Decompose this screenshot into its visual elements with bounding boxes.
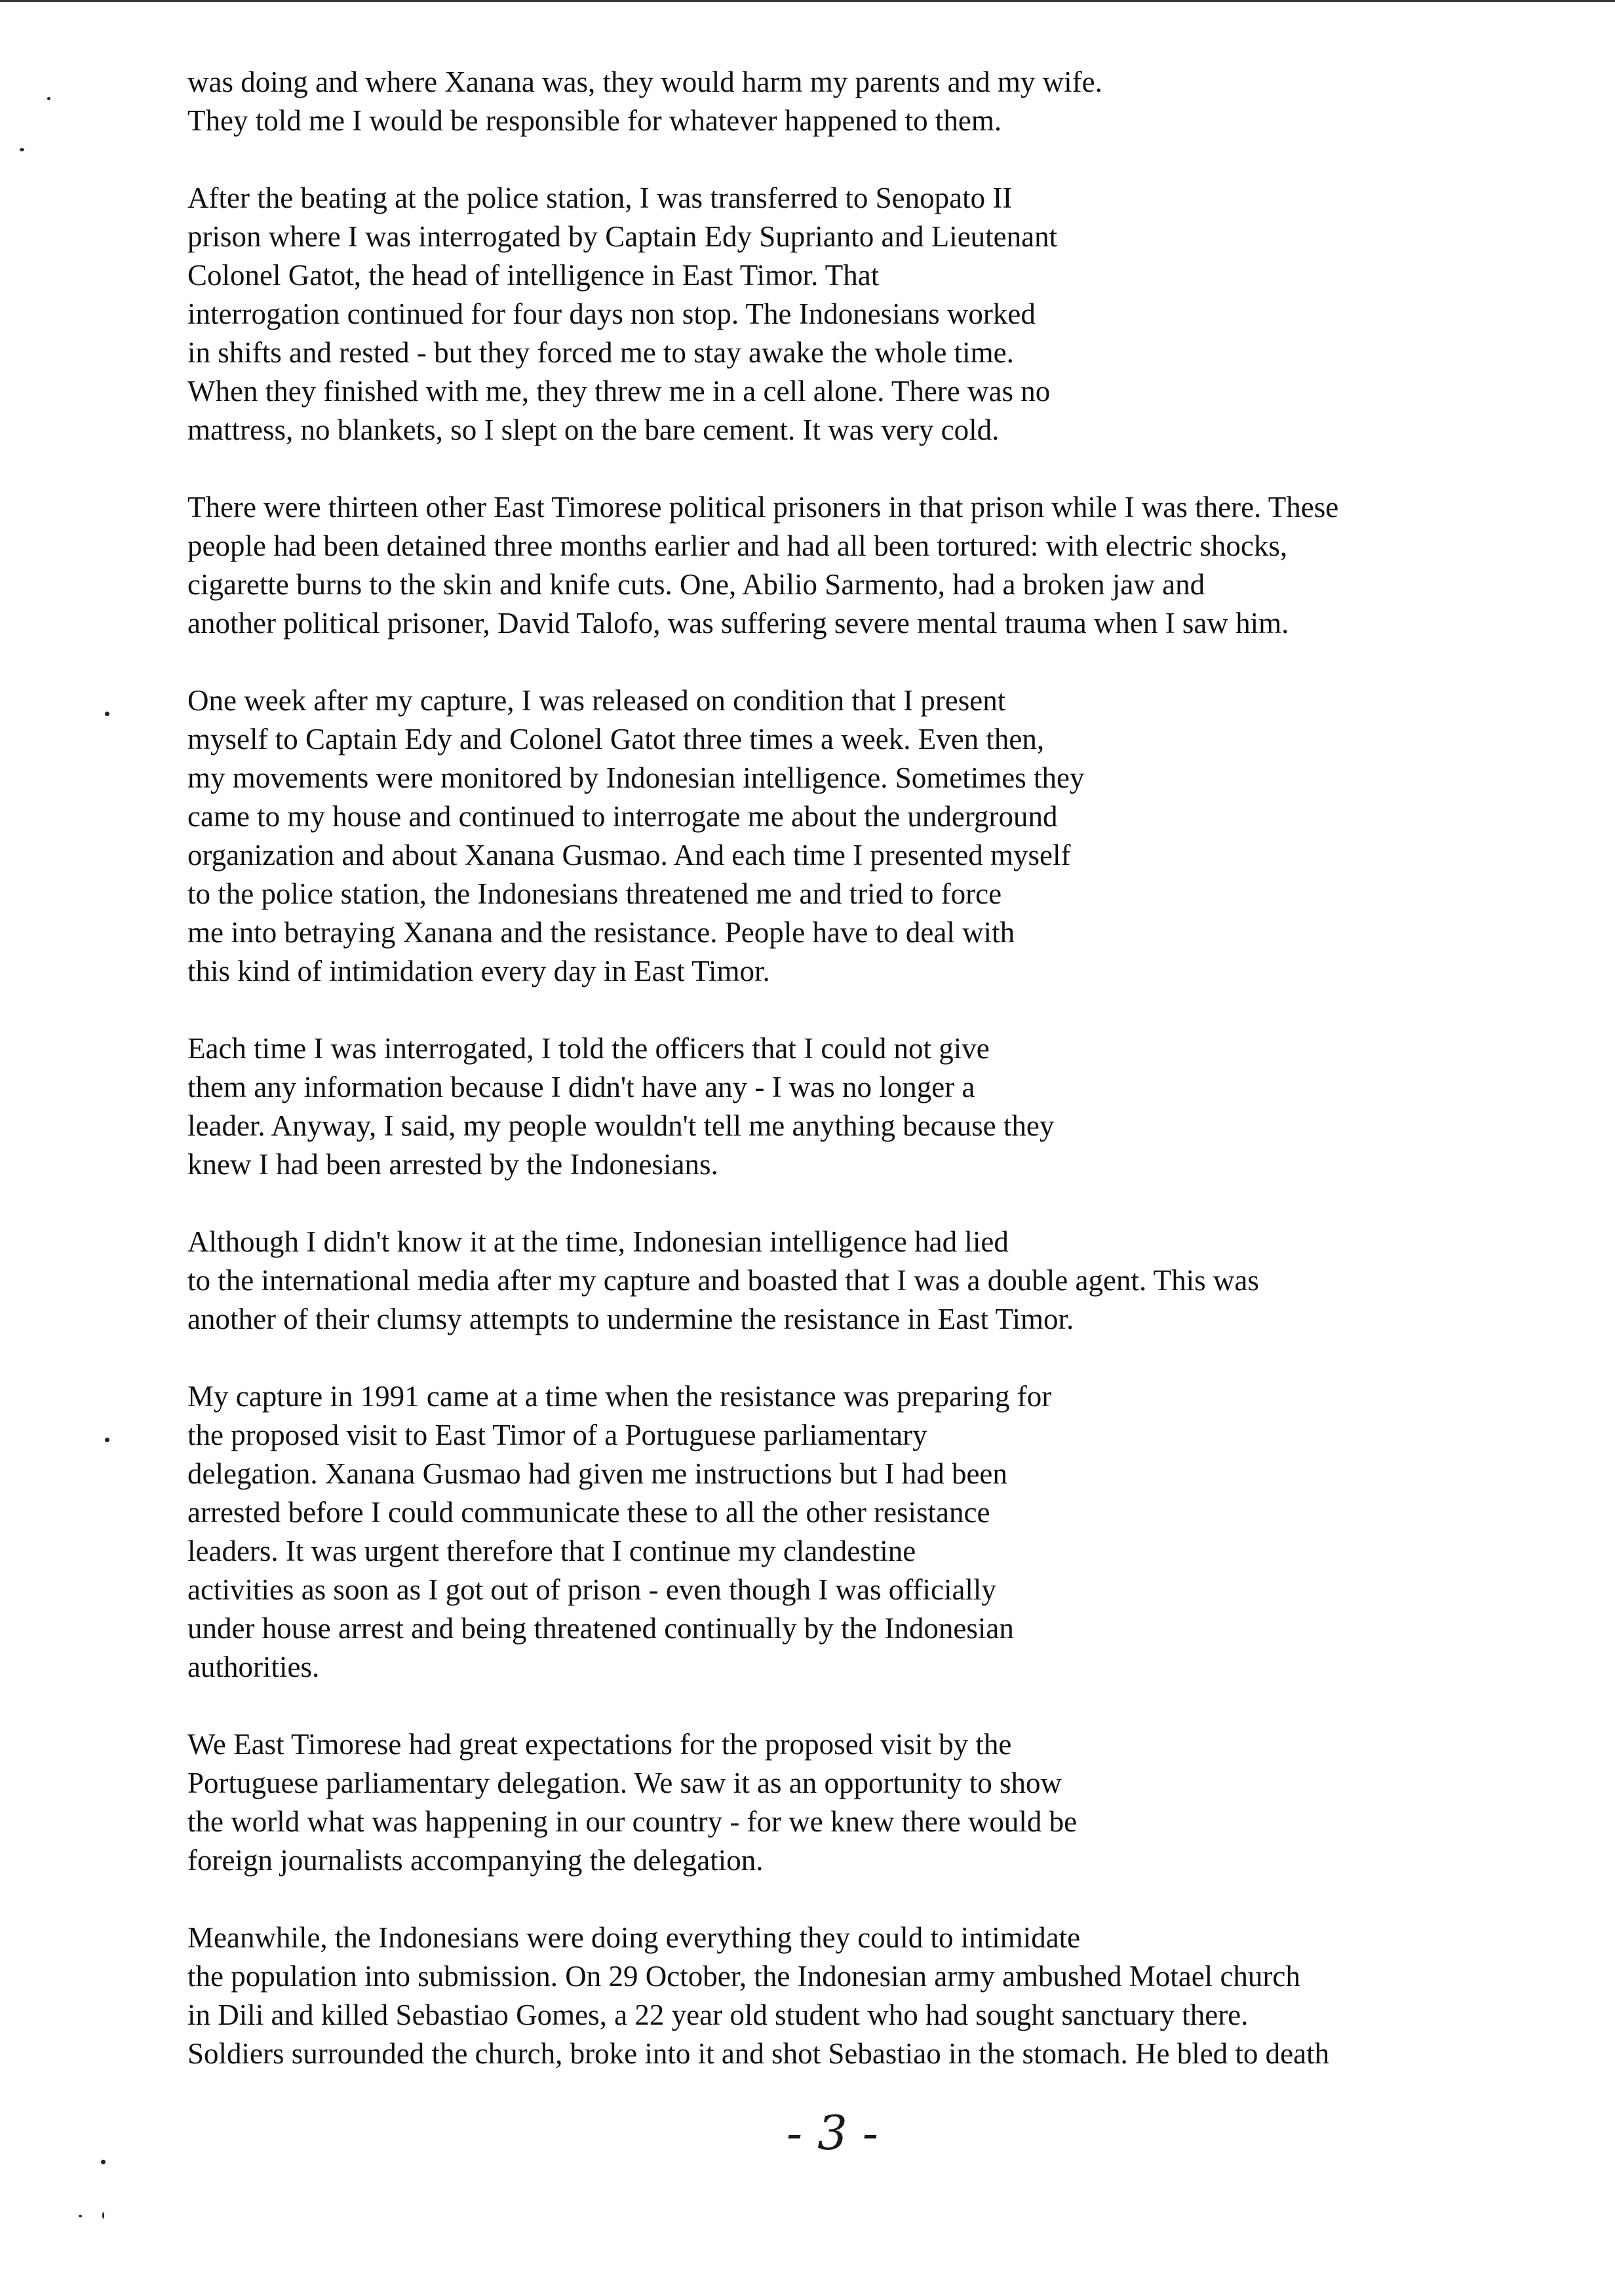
text-line: to the international media after my capture and boasted that I was a double agent. This was xyxy=(187,1264,1259,1297)
text-line: We East Timorese had great expectations for the proposed visit by the xyxy=(187,1728,1012,1761)
scan-speck xyxy=(102,2212,104,2219)
text-line: another of their clumsy attempts to undermine the resistance in East Timor. xyxy=(187,1303,1074,1335)
text-line: the proposed visit to East Timor of a Portuguese parliamentary xyxy=(187,1419,927,1451)
text-line: came to my house and continued to interrogate me about the underground xyxy=(187,800,1058,833)
text-line: My capture in 1991 came at a time when the resistance was preparing for xyxy=(187,1380,1052,1413)
text-line: leader. Anyway, I said, my people wouldn't tell me anything because they xyxy=(187,1109,1055,1142)
text-line: the population into submission. On 29 October, the Indonesian army ambushed Motael church xyxy=(187,1960,1300,1993)
text-line: knew I had been arrested by the Indonesians. xyxy=(187,1148,718,1181)
text-line: mattress, no blankets, so I slept on the bare cement. It was very cold. xyxy=(187,413,1000,446)
text-line: people had been detained three months earlier and had all been tortured: with electric shocks, xyxy=(187,529,1288,562)
paragraph-other-prisoners xyxy=(187,488,1498,643)
scan-speck xyxy=(20,148,24,151)
text-line: Portuguese parliamentary delegation. We saw it as an opportunity to show xyxy=(187,1767,1062,1799)
text-line: cigarette burns to the skin and knife cuts. One, Abilio Sarmento, had a broken jaw and xyxy=(187,568,1205,601)
text-line: was doing and where Xanana was, they would harm my parents and my wife. xyxy=(187,66,1102,98)
scan-speck xyxy=(105,1438,109,1442)
scan-speck xyxy=(101,2160,106,2164)
paragraph-senopato-interrogation xyxy=(187,179,1498,450)
text-line: After the beating at the police station, I was transferred to Senopato II xyxy=(187,182,1013,214)
text-line: organization and about Xanana Gusmao. And each time I presented myself xyxy=(187,839,1071,871)
text-line: another political prisoner, David Talofo, was suffering severe mental trauma when I saw him. xyxy=(187,607,1289,640)
text-line: Meanwhile, the Indonesians were doing everything they could to intimidate xyxy=(187,1921,1081,1954)
text-line: this kind of intimidation every day in East Timor. xyxy=(187,955,770,987)
text-line: in Dili and killed Sebastiao Gomes, a 22 year old student who had sought sanctuary there. xyxy=(187,1999,1249,2031)
text-line: When they finished with me, they threw me in a cell alone. There was no xyxy=(187,375,1051,408)
text-line: Each time I was interrogated, I told the officers that I could not give xyxy=(187,1032,990,1065)
text-line: the world what was happening in our country - for we knew there would be xyxy=(187,1805,1078,1838)
page-number: - 3 - xyxy=(786,2105,879,2160)
text-line: my movements were monitored by Indonesian intelligence. Sometimes they xyxy=(187,761,1085,794)
text-line: Soldiers surrounded the church, broke into it and shot Sebastiao in the stomach. He bled to death xyxy=(187,2037,1330,2070)
text-line: in shifts and rested - but they forced me to stay awake the whole time. xyxy=(187,336,1014,369)
text-line: foreign journalists accompanying the delegation. xyxy=(187,1844,764,1877)
scan-speck xyxy=(79,2215,82,2217)
body-text xyxy=(187,63,1498,2112)
paragraph-release-conditions xyxy=(187,681,1498,991)
text-line: There were thirteen other East Timorese political prisoners in that prison while I was there. These xyxy=(187,491,1339,524)
text-line: Although I didn't know it at the time, Indonesian intelligence had lied xyxy=(187,1225,1009,1258)
text-line: arrested before I could communicate these to all the other resistance xyxy=(187,1496,990,1529)
text-line: them any information because I didn't have any - I was no longer a xyxy=(187,1071,975,1103)
paragraph-no-information xyxy=(187,1029,1498,1184)
scan-speck xyxy=(105,712,109,716)
text-line: Colonel Gatot, the head of intelligence in East Timor. That xyxy=(187,259,880,292)
top-edge-rule xyxy=(0,0,1615,2)
paragraph-portuguese-visit xyxy=(187,1377,1498,1687)
text-line: prison where I was interrogated by Captain Edy Suprianto and Lieutenant xyxy=(187,220,1058,253)
paragraph-double-agent-claim xyxy=(187,1223,1498,1339)
text-line: They told me I would be responsible for whatever happened to them. xyxy=(187,104,1002,137)
text-line: authorities. xyxy=(187,1651,320,1683)
scan-speck xyxy=(47,97,50,100)
text-line: interrogation continued for four days non stop. The Indonesians worked xyxy=(187,297,1036,330)
paragraph-threat-to-family xyxy=(187,63,1498,140)
text-line: delegation. Xanana Gusmao had given me instructions but I had been xyxy=(187,1457,1007,1490)
paragraph-motael-church xyxy=(187,1919,1498,2073)
text-line: to the police station, the Indonesians threatened me and tried to force xyxy=(187,877,1002,910)
text-line: myself to Captain Edy and Colonel Gatot three times a week. Even then, xyxy=(187,723,1045,756)
text-line: activities as soon as I got out of prison - even though I was officially xyxy=(187,1573,996,1606)
text-line: leaders. It was urgent therefore that I continue my clandestine xyxy=(187,1535,916,1567)
text-line: One week after my capture, I was released on condition that I present xyxy=(187,684,1006,717)
text-line: me into betraying Xanana and the resistance. People have to deal with xyxy=(187,916,1015,949)
text-line: under house arrest and being threatened continually by the Indonesian xyxy=(187,1612,1014,1645)
paragraph-expectations xyxy=(187,1725,1498,1880)
